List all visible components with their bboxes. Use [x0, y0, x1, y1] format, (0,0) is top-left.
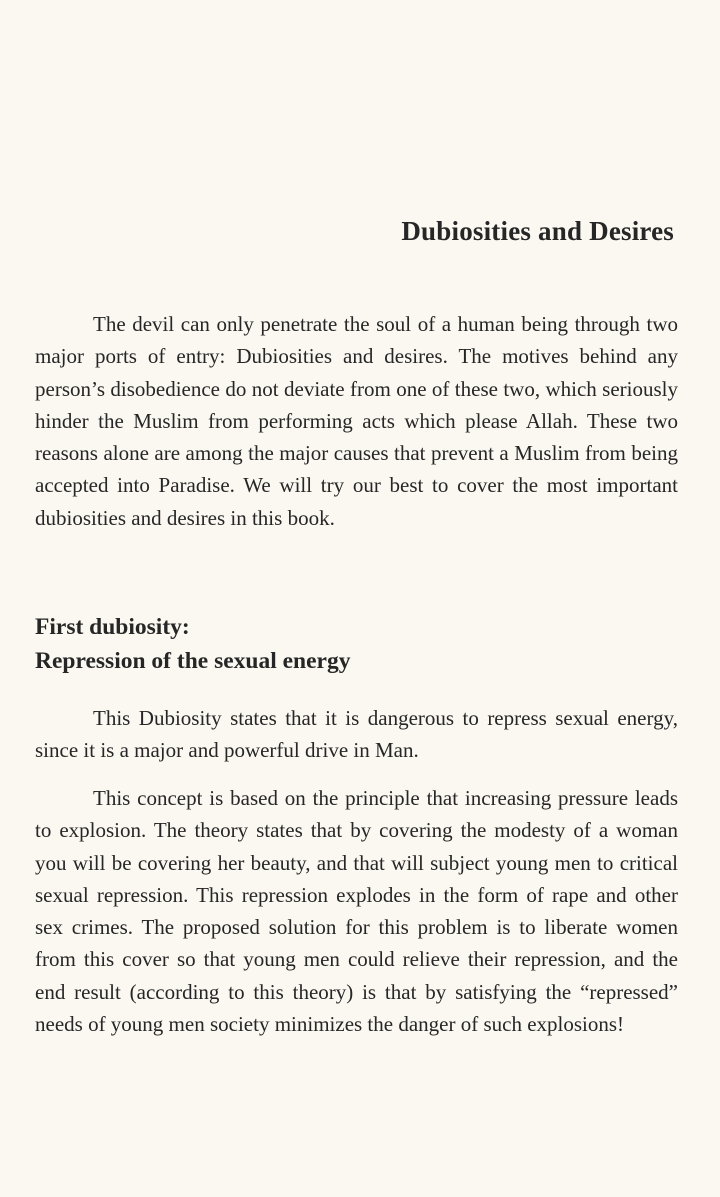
- chapter-title: Dubiosities and Desires: [401, 216, 674, 246]
- body-paragraph: This Dubiosity states that it is dangerous to repress sexual energy, since it is a major and powerful drive in Man.: [35, 706, 678, 763]
- intro-paragraph: The devil can only penetrate the soul of a human being through two major ports of entry: Dubiosities and desires. The motives behind any person’s disobedience do not deviate from one of these two, which seriously hinder the Muslim from performing acts which please Allah. These two reasons alone are among the major causes that prevent a Muslim from being accepted into Paradise. We will try our best to cover the most important dubiosities and desires in this book.: [35, 312, 678, 530]
- section-heading-label: First dubiosity:: [35, 614, 190, 640]
- section-heading-title: Repression of the sexual energy: [35, 648, 351, 674]
- body-paragraph: This concept is based on the principle that increasing pressure leads to explosion. The theory states that by covering the modesty of a woman you will be covering her beauty, and that will subject young men to critical sexual repression. This repression explodes in the form of rape and other sex crimes. The proposed solution for this problem is to liberate women from this cover so that young men could relieve their repression, and the end result (according to this theory) is that by satisfying the “repressed” needs of young men society minimizes the danger of such explosions!: [35, 786, 678, 1037]
